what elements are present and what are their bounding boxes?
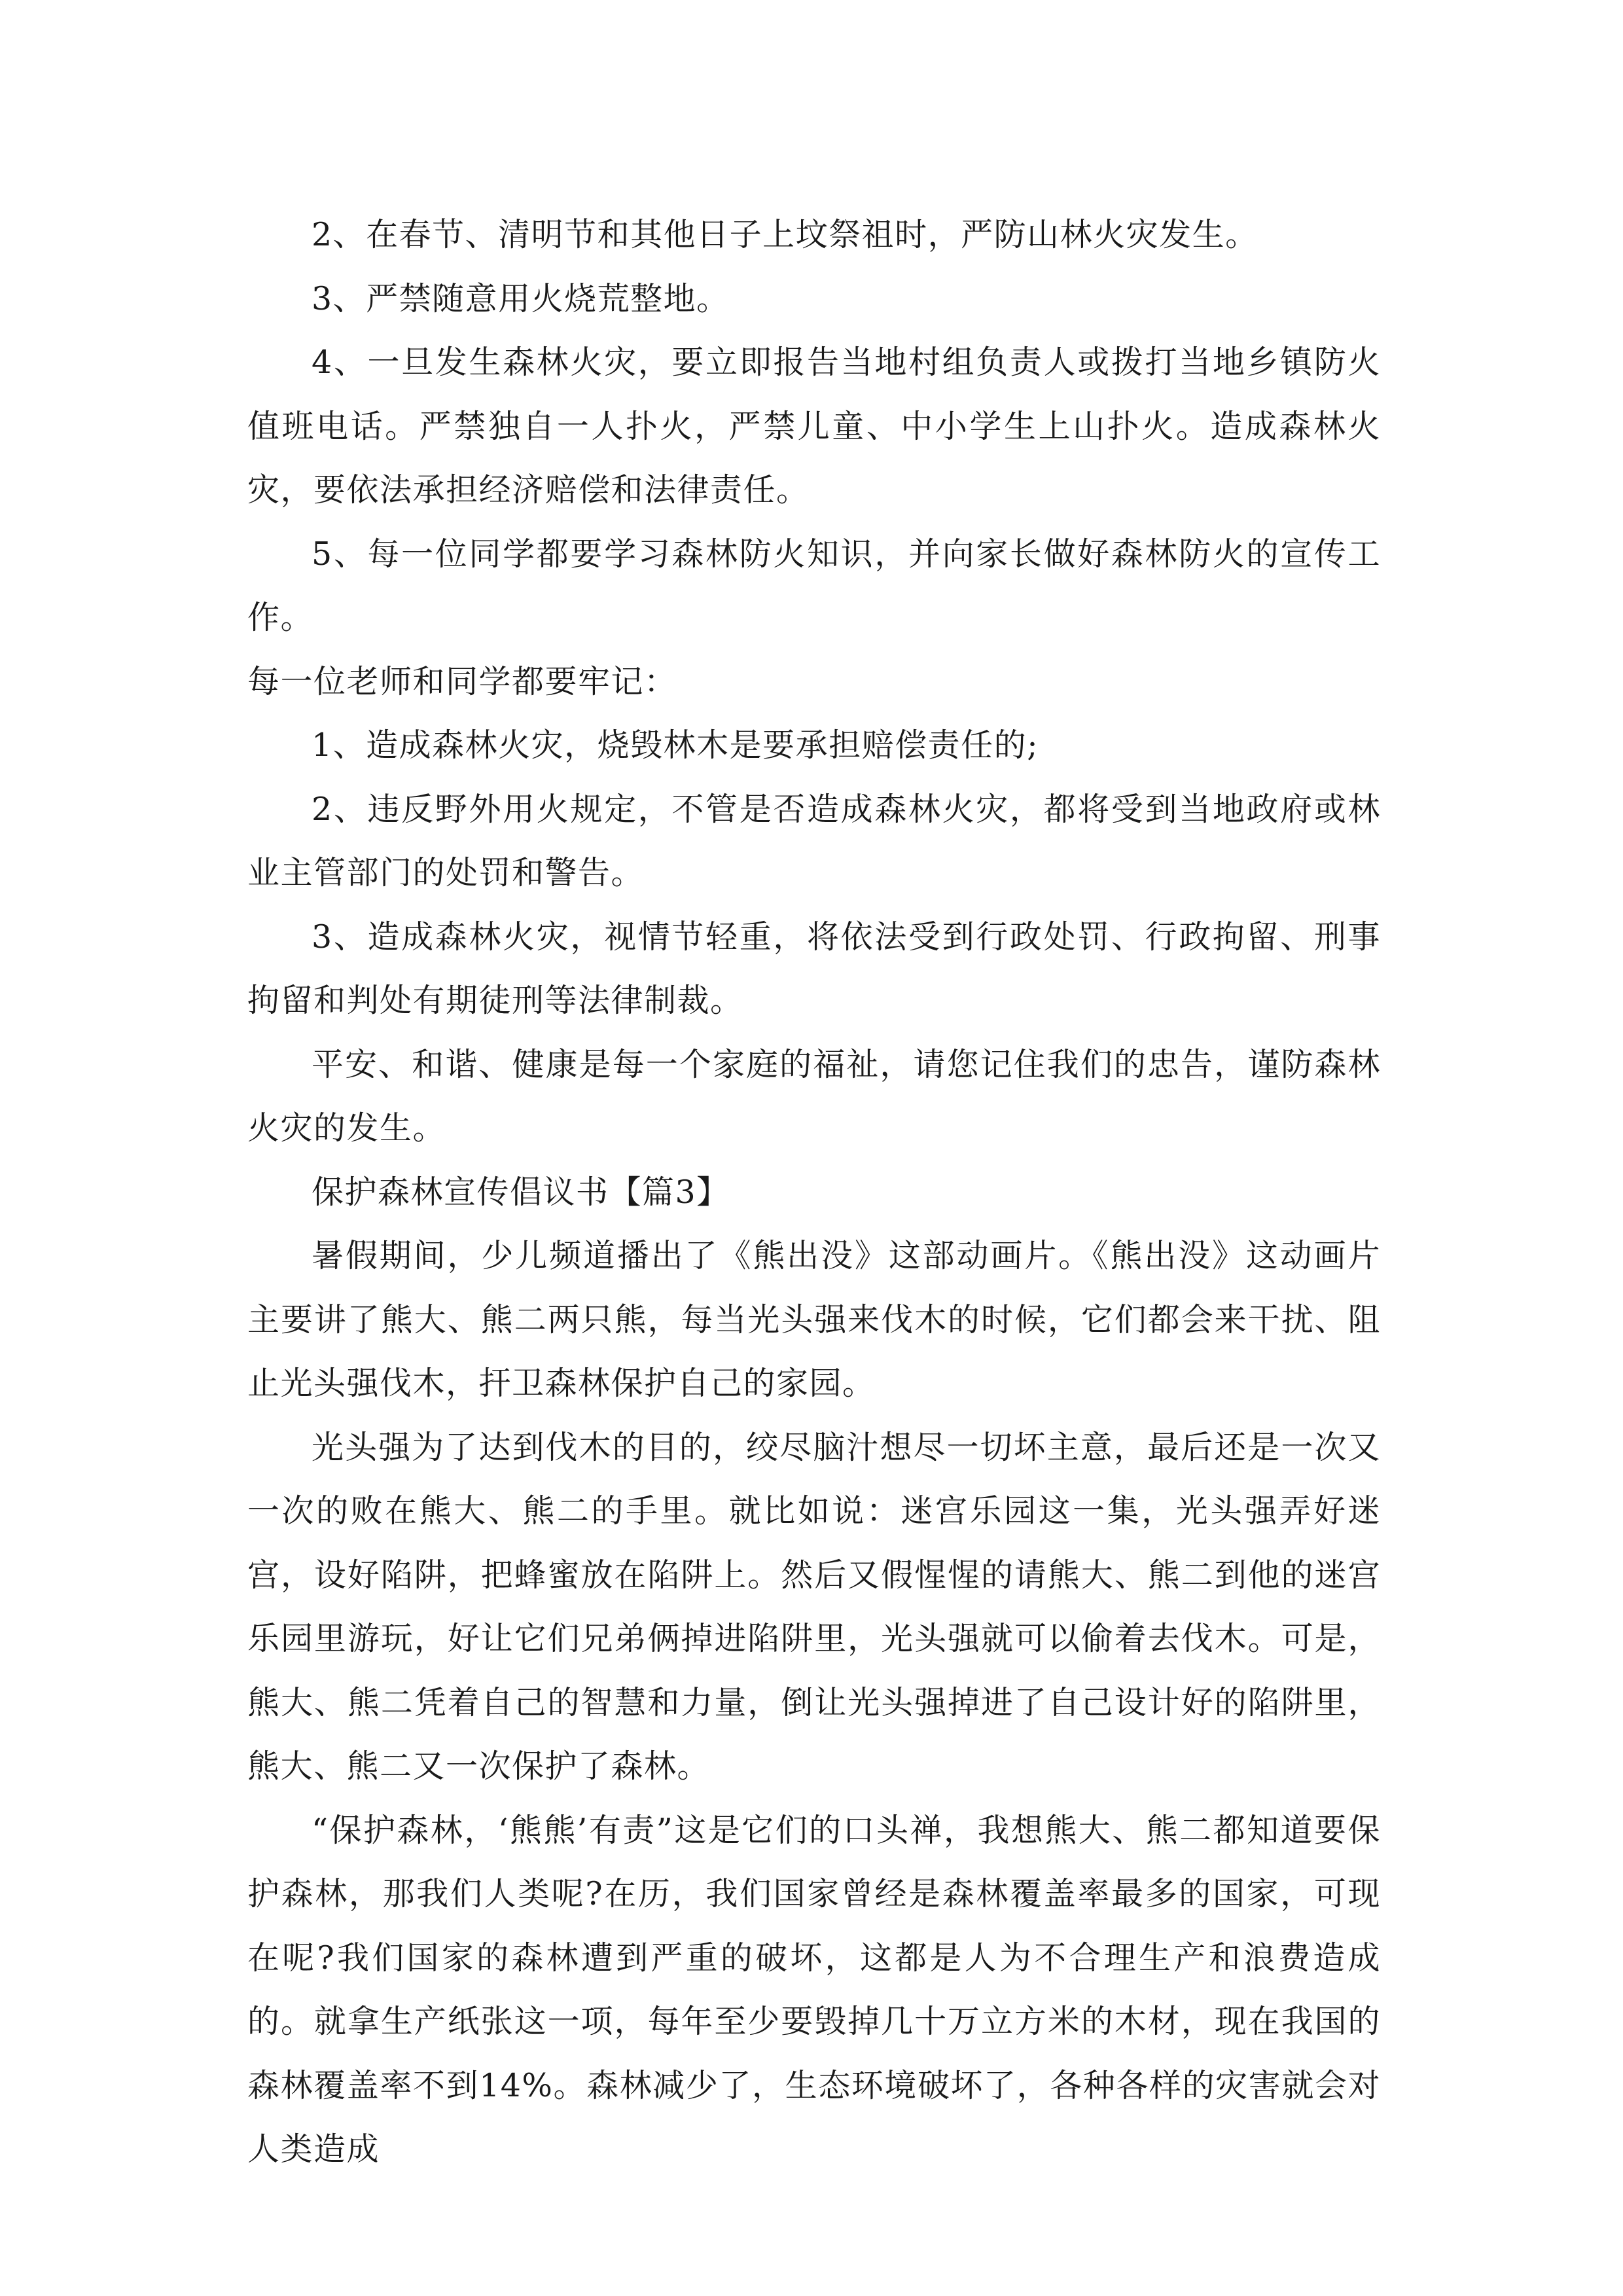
paragraph-item-4: 4、一旦发生森林火灾，要立即报告当地村组负责人或拨打当地乡镇防火值班电话。严禁独自一人扑火，严禁儿童、中小学生上山扑火。造成森林火灾，要依法承担经济赔偿和法律责任。: [247, 344, 1381, 509]
article-paragraph-3: “保护森林，‘熊熊’有责”这是它们的口头禅，我想熊大、熊二都知道要保护森林，那我们人类呢?在历，我们国家曾经是森林覆盖率最多的国家，可现在呢?我们国家的森林遭到严重的破坏，这都是人为不合理生产和浪费造成的。就拿生产纸张这一项，每年至少要毁掉几十万立方米的木材，现在我国的森林覆盖率不到14%。森林减少了，生态环境破坏了，各种各样的灾害就会对人类造成: [247, 1811, 1381, 2168]
paragraph-item-5: 5、每一位同学都要学习森林防火知识，并向家长做好森林防火的宣传工作。: [247, 535, 1381, 636]
reminder-item-1: 1、造成森林火灾，烧毁林木是要承担赔偿责任的;: [312, 726, 1039, 764]
closing-paragraph: 平安、和谐、健康是每一个家庭的福祉，请您记住我们的忠告，谨防森林火灾的发生。: [247, 1045, 1381, 1147]
document-page: [247, 203, 1381, 2181]
paragraph-item-3: 3、严禁随意用火烧荒整地。: [312, 279, 730, 317]
section-heading: 保护森林宣传倡议书【篇3】: [312, 1173, 730, 1211]
paragraph-reminder-intro: 每一位老师和同学都要牢记：: [247, 662, 677, 700]
paragraph-item-2: 2、在春节、清明节和其他日子上坟祭祖时，严防山林火灾发生。: [312, 216, 1258, 253]
reminder-item-2: 2、违反野外用火规定，不管是否造成森林火灾，都将受到当地政府或林业主管部门的处罚和警告。: [247, 790, 1381, 891]
article-paragraph-2: 光头强为了达到伐木的目的，绞尽脑汁想尽一切坏主意，最后还是一次又一次的败在熊大、熊二的手里。就比如说：迷宫乐园这一集，光头强弄好迷宫，设好陷阱，把蜂蜜放在陷阱上。然后又假惺惺的请熊大、熊二到他的迷宫乐园里游玩，好让它们兄弟俩掉进陷阱里，光头强就可以偷着去伐木。可是，熊大、熊二凭着自己的智慧和力量，倒让光头强掉进了自己设计好的陷阱里，熊大、熊二又一次保护了森林。: [247, 1428, 1381, 1785]
article-paragraph-1: 暑假期间，少儿频道播出了《熊出没》这部动画片。《熊出没》这动画片主要讲了熊大、熊二两只熊，每当光头强来伐木的时候，它们都会来干扰、阻止光头强伐木，扞卫森林保护自己的家园。: [247, 1237, 1381, 1402]
reminder-item-3: 3、造成森林火灾，视情节轻重，将依法受到行政处罚、行政拘留、刑事拘留和判处有期徒刑等法律制裁。: [247, 918, 1381, 1019]
